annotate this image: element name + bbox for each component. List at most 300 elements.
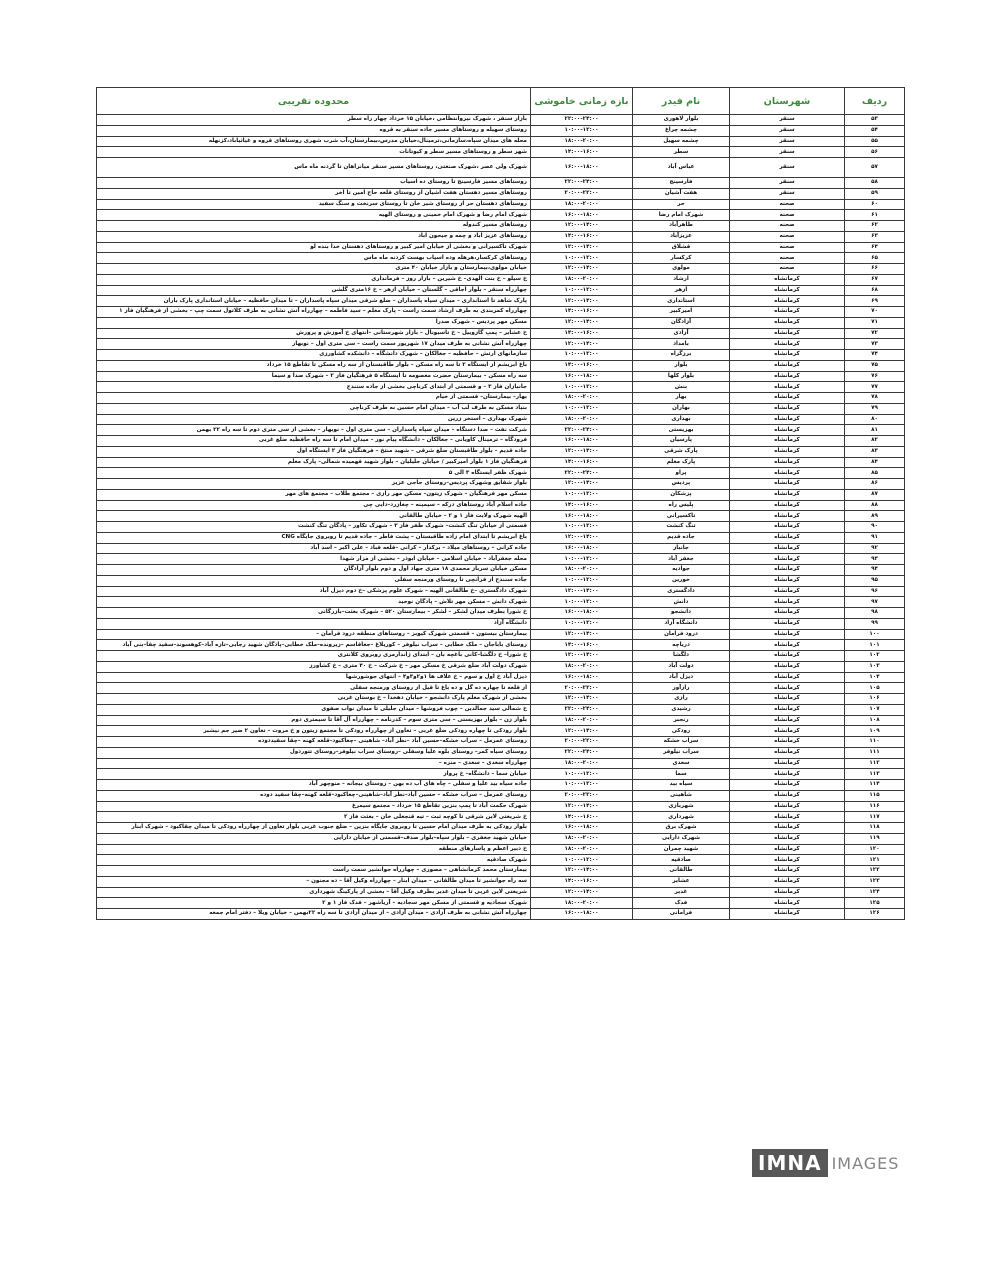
time-range-cell: ۱۰:۰۰-۱۲:۰۰ xyxy=(531,382,633,393)
area-cell: خ دبیر اعظم و پاسارهای منطقه xyxy=(97,844,531,855)
time-range-cell: ۱۶:۰۰-۱۸:۰۰ xyxy=(531,210,633,221)
city-cell: کرمانشاه xyxy=(730,780,845,791)
area-cell: سه راه جوانشیر تا میدان طالقانی – میدان ابنار – چهارراه وکیل آقا – ده مجنون – xyxy=(97,876,531,887)
time-range-cell: ۱۸:۰۰-۲۰:۰۰ xyxy=(531,758,633,769)
row-number: ۵۹ xyxy=(845,188,905,199)
row-number: ۱۲۰ xyxy=(845,844,905,855)
time-range-cell: ۱۴:۰۰-۱۶:۰۰ xyxy=(531,876,633,887)
time-range-cell: ۱۴:۰۰-۱۶:۰۰ xyxy=(531,360,633,371)
city-cell: صحنه xyxy=(730,264,845,275)
area-cell: شهرک بهداری – استخر زرین xyxy=(97,414,531,425)
row-number: ۹۹ xyxy=(845,618,905,629)
feeder-cell: مولوی xyxy=(633,264,730,275)
table-row xyxy=(97,479,905,490)
feeder-cell: سعدی xyxy=(633,758,730,769)
table-row xyxy=(97,457,905,468)
time-range-cell: ۲۰:۰۰-۲۲:۰۰ xyxy=(531,790,633,801)
table-row xyxy=(97,328,905,339)
table-row xyxy=(97,382,905,393)
row-number: ۷۳ xyxy=(845,339,905,350)
table-row xyxy=(97,618,905,629)
feeder-cell: بنش xyxy=(633,382,730,393)
row-number: ۱۱۲ xyxy=(845,758,905,769)
area-cell: چهارراه آتش نشانی به طرف آزادی – میدان آزادی – از میدان آزادی تا سه راه ۲۲بهمن – خیابان ویلا – دفتر امام جمعه xyxy=(97,909,531,920)
area-cell: خ شریعتی لاین شرقی تا کوچه ثبت – تیه قنجعلی خان – بعثت فاز ۲ xyxy=(97,812,531,823)
area-cell: شریعتی لاین غربی تا میدان غدیر بطرف وکیل آقا – بخشی از پارکینگ شهرداری xyxy=(97,887,531,898)
area-cell: شهرک امام رضا و شهرک امام خمینی و روستای الهیه xyxy=(97,210,531,221)
time-range-cell: ۱۸:۰۰-۲۰:۰۰ xyxy=(531,844,633,855)
city-cell: کرمانشاه xyxy=(730,672,845,683)
city-cell: کرمانشاه xyxy=(730,844,845,855)
feeder-cell: پارک معلم xyxy=(633,457,730,468)
feeder-cell: جعفر آباد xyxy=(633,554,730,565)
table-row xyxy=(97,694,905,705)
time-range-cell: ۱۲:۰۰-۱۴:۰۰ xyxy=(531,221,633,232)
time-range-cell: ۱۰:۰۰-۱۲:۰۰ xyxy=(531,597,633,608)
row-number: ۱۱۶ xyxy=(845,801,905,812)
table-row xyxy=(97,414,905,425)
feeder-cell: تاکسیرانی xyxy=(633,511,730,522)
watermark-text: IMAGES xyxy=(831,1153,900,1173)
row-number: ۱۰۳ xyxy=(845,661,905,672)
row-number: ۱۲۴ xyxy=(845,887,905,898)
time-range-cell: ۲۰:۰۰-۲۲:۰۰ xyxy=(531,188,633,199)
row-number: ۶۰ xyxy=(845,199,905,210)
table-row xyxy=(97,640,905,651)
feeder-cell: عباس آباد xyxy=(633,158,730,178)
row-number: ۱۲۶ xyxy=(845,909,905,920)
city-cell: کرمانشاه xyxy=(730,737,845,748)
city-cell: صحنه xyxy=(730,242,845,253)
row-number: ۹۰ xyxy=(845,522,905,533)
time-range-cell: ۱۶:۰۰-۱۸:۰۰ xyxy=(531,511,633,522)
time-range-cell: ۱۲:۰۰-۱۴:۰۰ xyxy=(531,801,633,812)
feeder-cell: دلگشا xyxy=(633,651,730,662)
row-number: ۱۰۴ xyxy=(845,672,905,683)
area-cell: چهارراه سنقر – بلوار اجاقی – گلستان – خیابان ازهر – خ ۱۶متری گلشن xyxy=(97,285,531,296)
table-row xyxy=(97,661,905,672)
city-cell: کرمانشاه xyxy=(730,414,845,425)
area-cell: چهارراه آتش نشانی به طرف میدان ۱۷ شهریور سمت راست – سی متری اول – نوبهار xyxy=(97,339,531,350)
time-range-cell: ۱۰:۰۰-۱۲:۰۰ xyxy=(531,253,633,264)
time-range-cell: ۱۲:۰۰-۱۴:۰۰ xyxy=(531,887,633,898)
table-row xyxy=(97,253,905,264)
time-range-cell: ۱۸:۰۰-۲۰:۰۰ xyxy=(531,898,633,909)
area-cell: بیمارستان بیستون – قسمتی شهرک کیوبز – روستاهای منطقه درود فرامان – xyxy=(97,629,531,640)
feeder-cell: پارک شرقی xyxy=(633,446,730,457)
city-cell: صحنه xyxy=(730,210,845,221)
table-row xyxy=(97,737,905,748)
table-row xyxy=(97,812,905,823)
city-cell: سنقر xyxy=(730,158,845,178)
row-number: ۱۰۸ xyxy=(845,715,905,726)
time-range-cell: ۱۸:۰۰-۲۰:۰۰ xyxy=(531,393,633,404)
feeder-cell: چشمه سهیل xyxy=(633,136,730,147)
time-range-cell: ۱۶:۰۰-۱۸:۰۰ xyxy=(531,543,633,554)
feeder-cell: برزگراه xyxy=(633,350,730,361)
time-range-cell: ۱۲:۰۰-۱۴:۰۰ xyxy=(531,866,633,877)
feeder-cell: دیزل آباد xyxy=(633,672,730,683)
city-cell: کرمانشاه xyxy=(730,522,845,533)
time-range-cell: ۱۲:۰۰-۱۴:۰۰ xyxy=(531,479,633,490)
city-cell: کرمانشاه xyxy=(730,747,845,758)
time-range-cell: ۲۲:۰۰-۲۴:۰۰ xyxy=(531,425,633,436)
city-cell: کرمانشاه xyxy=(730,468,845,479)
row-number: ۵۵ xyxy=(845,136,905,147)
feeder-cell: شاهینی xyxy=(633,790,730,801)
outage-schedule-table xyxy=(96,87,905,920)
row-number: ۶۵ xyxy=(845,253,905,264)
imna-watermark xyxy=(752,1146,899,1180)
imna-logo: IMNA xyxy=(752,1149,828,1177)
time-range-cell: ۱۴:۰۰-۱۶:۰۰ xyxy=(531,500,633,511)
feeder-cell: آزادگان xyxy=(633,317,730,328)
area-cell: خیابان شهید جعفری – بلوار سپاه–بلوار صدف–قسمتی از خیابان دارایی xyxy=(97,833,531,844)
table-row xyxy=(97,522,905,533)
feeder-cell: فارسینج xyxy=(633,178,730,189)
row-number: ۹۴ xyxy=(845,565,905,576)
city-cell: کرمانشاه xyxy=(730,360,845,371)
city-cell: کرمانشاه xyxy=(730,575,845,586)
feeder-cell: ازهر xyxy=(633,285,730,296)
area-cell: جاده اسلام آباد روستاهای درکه – سیمینه – چغازرد–دایی چی xyxy=(97,500,531,511)
table-row xyxy=(97,403,905,414)
city-cell: کرمانشاه xyxy=(730,823,845,834)
feeder-cell: رنجبر xyxy=(633,715,730,726)
table-row xyxy=(97,360,905,371)
row-number: ۱۰۷ xyxy=(845,704,905,715)
area-cell: روستای باباجان – ملک خطابی – سراب نیلوفر – کوریلاغ –جغاقاسم –زیرونده–ملک خطابی–پادگان شهید رجایی–تازه آباد–کوهسوند–سفید چقا–بنی آباد xyxy=(97,640,531,651)
time-range-cell: ۱۲:۰۰-۱۴:۰۰ xyxy=(531,317,633,328)
time-range-cell: ۱۲:۰۰-۱۴:۰۰ xyxy=(531,264,633,275)
city-cell: صحنه xyxy=(730,199,845,210)
city-cell: کرمانشاه xyxy=(730,446,845,457)
area-cell: خ شمالی سید جمالدین – چوب فروشها – میدان جلیلی تا میدان نواب صفوی xyxy=(97,704,531,715)
table-row xyxy=(97,909,905,920)
area-cell: فرهنگیان فاز ۱ بلوار امیرکبیر / خیابان جلیلیان – بلوار شهید فهمیده شمالی– پارک معلم xyxy=(97,457,531,468)
feeder-cell: بهار xyxy=(633,393,730,404)
row-number: ۸۳ xyxy=(845,446,905,457)
city-cell: سنقر xyxy=(730,147,845,158)
row-number: ۹۵ xyxy=(845,575,905,586)
feeder-cell: دادگستری xyxy=(633,586,730,597)
city-cell: کرمانشاه xyxy=(730,704,845,715)
row-number: ۱۰۲ xyxy=(845,651,905,662)
row-number: ۱۰۹ xyxy=(845,726,905,737)
feeder-cell: غدیر xyxy=(633,887,730,898)
city-cell: کرمانشاه xyxy=(730,382,845,393)
area-cell: شهر سطر و روستاهای مسیر سطر و کیوتانات xyxy=(97,147,531,158)
feeder-cell: شهرک دارایی xyxy=(633,833,730,844)
feeder-cell: بامداد xyxy=(633,339,730,350)
table-row xyxy=(97,446,905,457)
table-row xyxy=(97,436,905,447)
table-row xyxy=(97,274,905,285)
feeder-cell: بلوار کلها xyxy=(633,371,730,382)
city-cell: کرمانشاه xyxy=(730,812,845,823)
time-range-cell: ۲۲:۰۰-۲۴:۰۰ xyxy=(531,468,633,479)
table-row xyxy=(97,285,905,296)
feeder-cell: قشلاق xyxy=(633,242,730,253)
row-number: ۵۸ xyxy=(845,178,905,189)
city-cell: کرمانشاه xyxy=(730,898,845,909)
city-cell: کرمانشاه xyxy=(730,640,845,651)
city-cell: کرمانشاه xyxy=(730,285,845,296)
time-range-cell: ۱۲:۰۰-۱۴:۰۰ xyxy=(531,532,633,543)
header-feeder: نام فیدر xyxy=(633,88,730,115)
city-cell: کرمانشاه xyxy=(730,715,845,726)
area-cell: روستاهای مسیر دهستان هفت اشیان از روستای قلعه حاج امین تا اخر xyxy=(97,188,531,199)
city-cell: کرمانشاه xyxy=(730,350,845,361)
table-row xyxy=(97,565,905,576)
area-cell: بلوار رودکی به طرف میدان امام حسین تا روبروی جایگاه بنزین – ضلع جنوب غربی بلوار تعاون از چهارراه رودکی تا میدان چقاکبود – شهرک ابنار xyxy=(97,823,531,834)
city-cell: کرمانشاه xyxy=(730,274,845,285)
feeder-cell: تنگ کنشت xyxy=(633,522,730,533)
table-row xyxy=(97,296,905,307)
city-cell: کرمانشاه xyxy=(730,833,845,844)
time-range-cell: ۲۰:۰۰-۲۲:۰۰ xyxy=(531,683,633,694)
city-cell: کرمانشاه xyxy=(730,511,845,522)
area-cell: سه راه مسکن – بیمارستان حضرت معصومه تا ایستگاه ۵ فرهنگیان فاز ۲ – شهرک صدا و سیما xyxy=(97,371,531,382)
row-number: ۹۶ xyxy=(845,586,905,597)
area-cell: جاده سیاه بید علیا و سفلی – چاه های آب ده بهن – روستای بیجانه – منوچهر آباد xyxy=(97,780,531,791)
row-number: ۸۴ xyxy=(845,457,905,468)
city-cell: کرمانشاه xyxy=(730,307,845,318)
table-row xyxy=(97,747,905,758)
table-row xyxy=(97,586,905,597)
area-cell: جاده سنندج از فرانچی تا روستای ورمنجه سفلی xyxy=(97,575,531,586)
row-number: ۹۸ xyxy=(845,608,905,619)
area-cell: شهرک صادقیه xyxy=(97,855,531,866)
table-row xyxy=(97,672,905,683)
city-cell: کرمانشاه xyxy=(730,339,845,350)
header-radif: ردیف xyxy=(845,88,905,115)
table-row xyxy=(97,242,905,253)
table-row xyxy=(97,371,905,382)
feeder-cell: آزادی xyxy=(633,328,730,339)
city-cell: صحنه xyxy=(730,231,845,242)
city-cell: کرمانشاه xyxy=(730,436,845,447)
feeder-cell: فدک xyxy=(633,898,730,909)
time-range-cell: ۱۴:۰۰-۱۶:۰۰ xyxy=(531,147,633,158)
row-number: ۸۵ xyxy=(845,468,905,479)
area-cell: دانشگاه آزاد xyxy=(97,618,531,629)
area-cell: قسمتی از خیابان تنگ کنشت– شهرک ظفر فاز ۳ – شهرک تکاور – پادگان تنگ کنشت xyxy=(97,522,531,533)
table-row xyxy=(97,532,905,543)
feeder-cell: پارسیان xyxy=(633,436,730,447)
city-cell: کرمانشاه xyxy=(730,371,845,382)
area-cell: روستای عمرمل – سراب خشکه–حسین آباد –نظر آباد– شاهینی –چغاکبود–قلعه کهنه –چقا سفیددوده xyxy=(97,737,531,748)
city-cell: صحنه xyxy=(730,253,845,264)
area-cell: بازار سنقر ، شهرک نیروانتظامی ،خیابان ۱۵ خرداد چهار راه سطر xyxy=(97,115,531,126)
row-number: ۷۷ xyxy=(845,382,905,393)
area-cell: جانبازان فاز ۳ – و قسمتی از ابتدای کرناچی بخشی از جاده سنندج xyxy=(97,382,531,393)
row-number: ۱۰۰ xyxy=(845,629,905,640)
city-cell: کرمانشاه xyxy=(730,661,845,672)
table-row xyxy=(97,876,905,887)
row-number: ۹۲ xyxy=(845,543,905,554)
city-cell: کرمانشاه xyxy=(730,618,845,629)
area-cell: باغ ابریشم تا ابتدای امام زاده طاقبستان – پشت فاطر – جاده قدیم تا روبروی جایگاه CNG xyxy=(97,532,531,543)
time-range-cell: ۲۲:۰۰-۲۴:۰۰ xyxy=(531,747,633,758)
row-number: ۶۶ xyxy=(845,264,905,275)
feeder-cell: طالقانی xyxy=(633,866,730,877)
table-row xyxy=(97,489,905,500)
city-cell: کرمانشاه xyxy=(730,328,845,339)
time-range-cell: ۲۲:۰۰-۲۴:۰۰ xyxy=(531,115,633,126)
row-number: ۷۶ xyxy=(845,371,905,382)
table-row xyxy=(97,823,905,834)
city-cell: کرمانشاه xyxy=(730,457,845,468)
table-row xyxy=(97,651,905,662)
area-cell: بلوار رودکی تا چهاره رودکی ضلع غربی – تعاون از چهارراه رودکی تا مجتمع زیتون و خ مروت – تعاون ۲ ضیر جم نیشبر xyxy=(97,726,531,737)
table-row xyxy=(97,726,905,737)
city-cell: کرمانشاه xyxy=(730,629,845,640)
feeder-cell: دریاچه xyxy=(633,640,730,651)
table-row xyxy=(97,597,905,608)
time-range-cell: ۱۰:۰۰-۱۲:۰۰ xyxy=(531,350,633,361)
row-number: ۷۰ xyxy=(845,307,905,318)
city-cell: کرمانشاه xyxy=(730,801,845,812)
feeder-cell: صادقیه xyxy=(633,855,730,866)
time-range-cell: ۲۰:۰۰-۲۲:۰۰ xyxy=(531,737,633,748)
row-number: ۷۹ xyxy=(845,403,905,414)
table-row xyxy=(97,683,905,694)
header-city: شهرستان xyxy=(730,88,845,115)
time-range-cell: ۱۸:۰۰-۲۰:۰۰ xyxy=(531,199,633,210)
row-number: ۸۹ xyxy=(845,511,905,522)
row-number: ۹۱ xyxy=(845,532,905,543)
city-cell: کرمانشاه xyxy=(730,758,845,769)
time-range-cell: ۱۲:۰۰-۱۴:۰۰ xyxy=(531,242,633,253)
row-number: ۶۲ xyxy=(845,221,905,232)
feeder-cell: استانداری xyxy=(633,296,730,307)
feeder-cell: پزشکان xyxy=(633,489,730,500)
row-number: ۱۰۶ xyxy=(845,694,905,705)
feeder-cell: پراو xyxy=(633,468,730,479)
area-cell: خ عشایر – پمپ گازوییل – خ تاسیونال – بازار شهرستانی –انتهای خ آموزش و پرورش xyxy=(97,328,531,339)
area-cell: شهرک دولت آباد ضلع شرقی خ مسکن مهر – خ شرکت – خ ۴۰ متری – خ کشاورز xyxy=(97,661,531,672)
area-cell: از قلعه تا چهاره ده گل و ده باغ تا قیل از روستای ورمنجه سفلی xyxy=(97,683,531,694)
time-range-cell: ۱۸:۰۰-۲۰:۰۰ xyxy=(531,274,633,285)
city-cell: سنقر xyxy=(730,188,845,199)
feeder-cell: دانش xyxy=(633,597,730,608)
feeder-cell: شهید چمران xyxy=(633,844,730,855)
table-row xyxy=(97,769,905,780)
time-range-cell: ۱۰:۰۰-۱۲:۰۰ xyxy=(531,554,633,565)
area-cell: باغ ابریشم از ایستگاه ۲ تا سه راه مسکن – بلوار طاقبستان از سه راه مسکن تا تقاطع ۱۵ خرداد xyxy=(97,360,531,371)
time-range-cell: ۱۰:۰۰-۱۲:۰۰ xyxy=(531,855,633,866)
area-cell: بلوار زن – بلوار بهزیستی – سی متری سوم – کدرنامه – چهارراه آل آقا تا سیمتری دوم xyxy=(97,715,531,726)
city-cell: کرمانشاه xyxy=(730,866,845,877)
feeder-cell: بلوار لاهوری xyxy=(633,115,730,126)
area-cell: سازمانهای ارتش – حافظیه – جغالکان – شهرک دانشگاه – دانشکده کشاورزی xyxy=(97,350,531,361)
row-number: ۱۲۲ xyxy=(845,866,905,877)
row-number: ۶۴ xyxy=(845,242,905,253)
city-cell: کرمانشاه xyxy=(730,317,845,328)
row-number: ۷۲ xyxy=(845,328,905,339)
feeder-cell: شهرداری xyxy=(633,812,730,823)
area-cell: شهرک ظفر ایستگاه ۳ الی ۵ xyxy=(97,468,531,479)
city-cell: کرمانشاه xyxy=(730,651,845,662)
row-number: ۸۸ xyxy=(845,500,905,511)
table-row xyxy=(97,855,905,866)
row-number: ۱۱۳ xyxy=(845,769,905,780)
feeder-cell: رازآور xyxy=(633,683,730,694)
feeder-cell: رازی xyxy=(633,694,730,705)
table-body xyxy=(97,115,905,920)
area-cell: روستاهای مسیر فارسینج تا روستای ده اسیاب xyxy=(97,178,531,189)
area-cell: بنیاد مسکن به طرف لب آب – میدان امام حسین به طرف کرناچی xyxy=(97,403,531,414)
table-row xyxy=(97,801,905,812)
feeder-cell: پردیس xyxy=(633,479,730,490)
table-row xyxy=(97,147,905,158)
table-row xyxy=(97,393,905,404)
row-number: ۶۷ xyxy=(845,274,905,285)
row-number: ۵۳ xyxy=(845,115,905,126)
feeder-cell: امیرکبیر xyxy=(633,307,730,318)
feeder-cell: شهربازی xyxy=(633,801,730,812)
area-cell: بیمارستان محمد کرمانشاهی – مصوری – چهارراه جوانشیر سمت راست xyxy=(97,866,531,877)
feeder-cell: سراب نیلوفر xyxy=(633,747,730,758)
time-range-cell: ۱۴:۰۰-۱۶:۰۰ xyxy=(531,457,633,468)
table-row xyxy=(97,758,905,769)
table-row xyxy=(97,500,905,511)
table-row xyxy=(97,575,905,586)
row-number: ۱۱۵ xyxy=(845,790,905,801)
area-cell: شهرک ولی عصر ،شهرک صنعتی، روستاهای مسیر سنقر میانراهان تا گردنه ماه ماس xyxy=(97,158,531,178)
feeder-cell: رشیدی xyxy=(633,704,730,715)
time-range-cell: ۱۸:۰۰-۲۰:۰۰ xyxy=(531,833,633,844)
row-number: ۸۲ xyxy=(845,436,905,447)
table-row xyxy=(97,468,905,479)
table-row xyxy=(97,715,905,726)
table-row xyxy=(97,221,905,232)
area-cell: روستای عمرمل – سراب خشکه – حسین آباد–نظر آباد–شاهینی–چغاکبود–قلعه کهنه–چقا سفید دوده xyxy=(97,790,531,801)
time-range-cell: ۱۲:۰۰-۱۴:۰۰ xyxy=(531,726,633,737)
table-row xyxy=(97,608,905,619)
time-range-cell: ۱۲:۰۰-۱۴:۰۰ xyxy=(531,586,633,597)
table-row xyxy=(97,844,905,855)
feeder-cell: سطر xyxy=(633,147,730,158)
row-number: ۸۰ xyxy=(845,414,905,425)
row-number: ۵۴ xyxy=(845,125,905,136)
city-cell: کرمانشاه xyxy=(730,855,845,866)
city-cell: کرمانشاه xyxy=(730,296,845,307)
time-range-cell: ۱۲:۰۰-۱۴:۰۰ xyxy=(531,651,633,662)
time-range-cell: ۱۰:۰۰-۱۲:۰۰ xyxy=(531,489,633,500)
area-cell: مسکن مهر پردیس – شهرک صدرا xyxy=(97,317,531,328)
feeder-cell: درود فرامان xyxy=(633,629,730,640)
row-number: ۶۱ xyxy=(845,210,905,221)
city-cell: سنقر xyxy=(730,115,845,126)
row-number: ۱۱۱ xyxy=(845,747,905,758)
city-cell: کرمانشاه xyxy=(730,597,845,608)
table-row xyxy=(97,199,905,210)
city-cell: کرمانشاه xyxy=(730,790,845,801)
feeder-cell: دانشجو xyxy=(633,608,730,619)
feeder-cell: عشایر xyxy=(633,876,730,887)
table-row xyxy=(97,704,905,715)
header-time: بازه زمانی خاموشی xyxy=(531,88,633,115)
area-cell: بخشی از شهرک معلم پارک دانشجو – خیابان دهخدا – خ بوستان غربی xyxy=(97,694,531,705)
row-number: ۶۹ xyxy=(845,296,905,307)
row-number: ۷۴ xyxy=(845,350,905,361)
area-cell: چهارراه سعدی – سعدی – منزه – xyxy=(97,758,531,769)
area-cell: شهرک حکمت آباد تا پمپ بنزین تقاطع ۱۵ خرداد – مجتمع سیمرغ xyxy=(97,801,531,812)
time-range-cell: ۱۶:۰۰-۱۸:۰۰ xyxy=(531,608,633,619)
feeder-cell: دولت آباد xyxy=(633,661,730,672)
